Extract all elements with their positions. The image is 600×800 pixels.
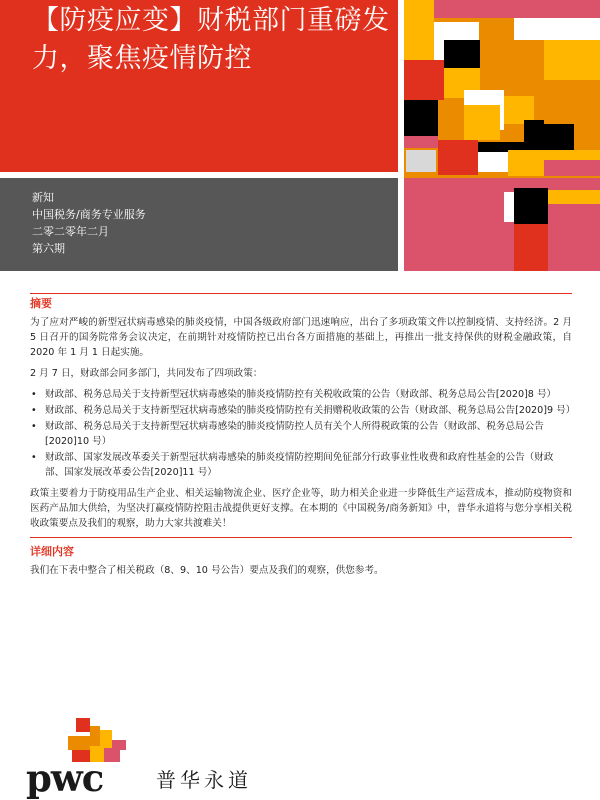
publication-issue: 第六期	[32, 242, 65, 255]
summary-notices-intro: 2 月 7 日，财政部会同多部门，共同发布了四项政策：	[30, 368, 263, 379]
summary-divider	[30, 293, 572, 294]
summary-conclusion: 政策主要着力于防疫用品生产企业、相关运输物流企业、医疗企业等，助力相关企业进一步降低生产运营成本，推动防疫物资和医药产品加大供给，为坚决打赢疫情防控阻击战提供更好支撑。在本期的《中国税务/商务新知》中，普华永道将与您分享相关税收政策要点及我们的观察，助力大家共渡难关！	[30, 488, 572, 529]
summary-intro: 为了应对严峻的新型冠状病毒感染的肺炎疫情，中国各级政府部门迅速响应，出台了多项政策文件以控制疫情、支持经济。2 月 5 日召开的国务院常务会议决定，在前期针对疫情防控已出台各方面措施的基础上，再推出一批支持保供的财税金融政策，自 2020 年 1 月 1 日起实施。	[30, 317, 572, 358]
page-title: 【防疫应变】财税部门重磅发力，聚焦疫情防控	[32, 5, 390, 74]
details-text: 我们在下表中整合了相关税政（8、9、10 号公告）要点及我们的观察，供您参考。	[30, 565, 384, 576]
list-item: • 财政部、税务总局关于支持新型冠状病毒感染的肺炎疫情防控有关捐赠税收政策的公告（财政部、税务总局公告[2020]9 号）	[45, 403, 572, 418]
pwc-chinese-name: 普华永道	[156, 768, 252, 792]
title-banner	[0, 0, 398, 172]
list-item: • 财政部、税务总局关于支持新型冠状病毒感染的肺炎疫情防控人员有关个人所得税政策的公告（财政部、税务总局公告[2020]10 号）	[45, 419, 572, 449]
list-item: • 财政部、税务总局关于支持新型冠状病毒感染的肺炎疫情防控有关税收政策的公告（财政部、税务总局公告[2020]8 号）	[45, 387, 572, 402]
details-divider	[30, 537, 572, 538]
list-item: • 财政部、国家发展改革委关于新型冠状病毒感染的肺炎疫情防控期间免征部分行政事业性收费和政府性基金的公告（财政部、国家发展改革委公告[2020]11 号）	[45, 450, 572, 480]
publication-label: 新知	[32, 191, 54, 204]
decorative-mosaic	[404, 0, 600, 271]
details-heading: 详细内容	[30, 545, 74, 558]
main-content	[30, 296, 576, 584]
summary-heading: 摘要	[30, 297, 52, 310]
publication-date: 二零二零年二月	[32, 225, 109, 238]
publication-info	[32, 189, 146, 257]
publication-series: 中国税务/商务专业服务	[32, 208, 146, 221]
notice-list	[30, 387, 576, 480]
pwc-logo-text: pwc	[26, 756, 104, 800]
